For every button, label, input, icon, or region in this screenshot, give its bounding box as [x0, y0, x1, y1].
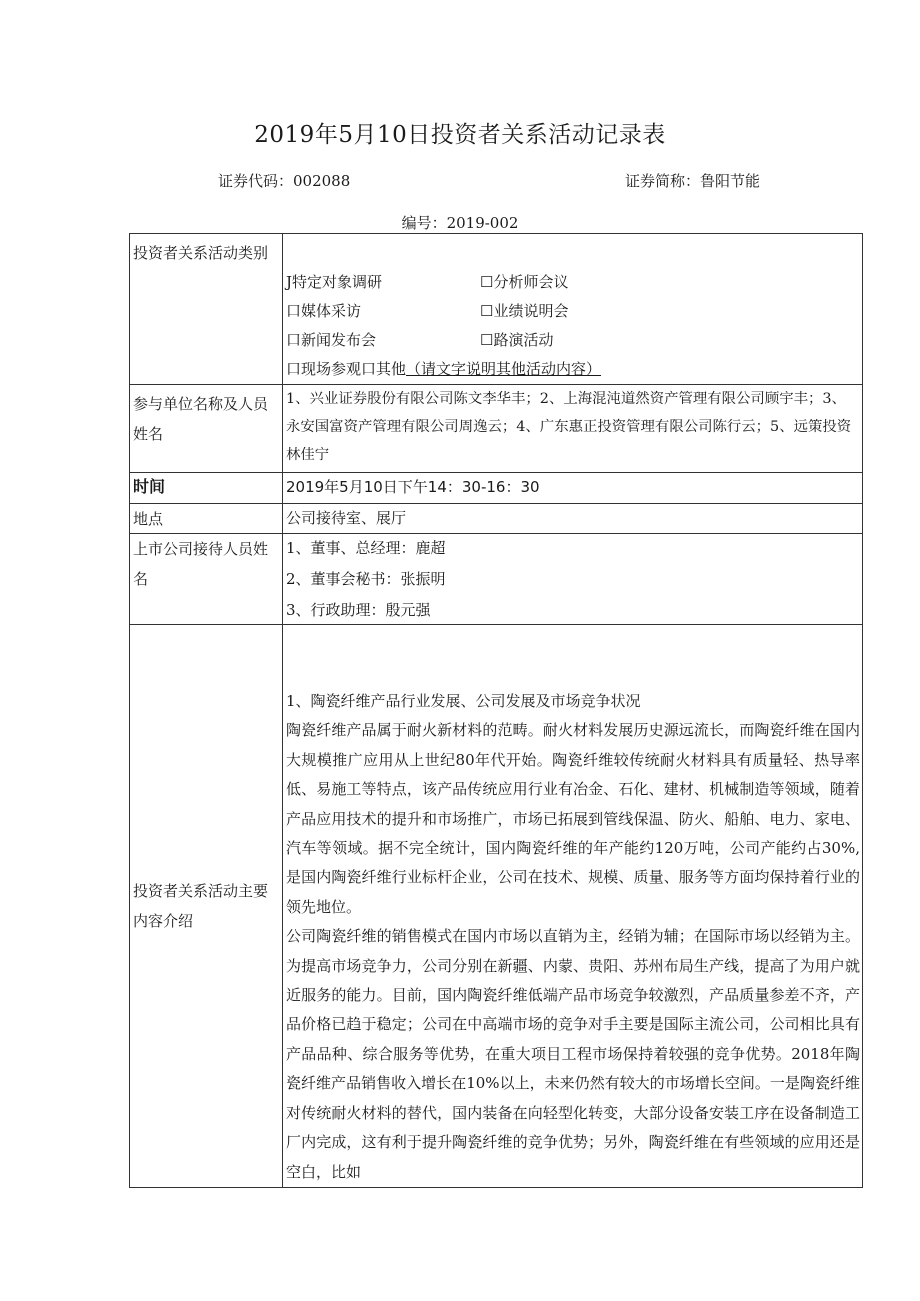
row-content — [130, 625, 863, 1188]
time-value: 2019年5月10日下午14：30-16：30 — [283, 473, 863, 504]
option-press-conference: 口新闻发布会 — [286, 331, 377, 349]
row-location — [130, 504, 863, 534]
receptionist-item: 1、董事、总经理：鹿超 — [286, 539, 446, 557]
page-title: 2019年5月10日投资者关系活动记录表 — [254, 122, 666, 148]
receptionists-value — [283, 534, 863, 625]
content-paragraph: 陶瓷纤维产品属于耐火新材料的范畴。耐火材料发展历史源远流长，而陶瓷纤维在国内大规模推广应用从上世纪80年代开始。陶瓷纤维较传统耐火材料具有质量轻、热导率低、易施工等特点，该产品传统应用行业有冶金、石化、建材、机械制造等领域，随着产品应用技术的提升和市场推广，市场已拓展到管线保温、防火、船舶、电力、家电、汽车等领域。据不完全统计，国内陶瓷纤维的年产能约120万吨，公司产能约占30%,是国内陶瓷纤维行业标杆企业，公司在技术、规模、质量、服务等方面均保持着行业的领先地位。 — [286, 721, 860, 916]
content-paragraph: 公司陶瓷纤维的销售模式在国内市场以直销为主，经销为辅；在国际市场以经销为主。为提高市场竞争力，公司分别在新疆、内蒙、贵阳、苏州布局生产线，提高了为用户就近服务的能力。目前，国内陶瓷纤维低端产品市场竞争较激烈，产品质量参差不齐，产品价格已趋于稳定；公司在中高端市场的竞争对手主要是国际主流公司，公司相比具有产品品种、综合服务等优势，在重大项目工程市场保持着较强的竞争优势。2018年陶瓷纤维产品销售收入增长在10%以上，未来仍然有较大的市场增长空间。一是陶瓷纤维对传统耐火材料的替代，国内装备在向轻型化转变，大部分设备安装工序在设备制造工厂内完成，这有利于提升陶瓷纤维的竞争优势；另外，陶瓷纤维在有些领域的应用还是空白，比如 — [286, 927, 860, 1181]
location-value: 公司接待室、展厅 — [283, 504, 863, 534]
activity-type-label: 投资者关系活动类别 — [130, 234, 283, 385]
option-other-note: （请文字说明其他活动内容） — [406, 360, 602, 378]
option-analyst-meeting: ☐分析师会议 — [480, 273, 569, 291]
activity-type-options — [283, 234, 863, 385]
record-table — [129, 233, 863, 1188]
option-media-interview: 口媒体采访 — [286, 302, 362, 320]
participants-label: 参与单位名称及人员姓名 — [130, 385, 283, 473]
content-label: 投资者关系活动主要内容介绍 — [130, 625, 283, 1188]
security-name: 证券简称：鲁阳节能 — [625, 172, 761, 190]
receptionist-item: 3、行政助理：殷元强 — [286, 601, 431, 619]
row-participants — [130, 385, 863, 473]
option-row — [286, 326, 860, 355]
option-specific-research: J特定对象调研 — [286, 273, 383, 291]
security-code: 证券代码：002088 — [218, 172, 351, 190]
location-label: 地点 — [130, 504, 283, 534]
option-earnings-briefing: ☐业绩说明会 — [480, 302, 569, 320]
option-row — [286, 297, 860, 326]
row-time — [130, 473, 863, 504]
receptionist-item: 2、董事会秘书：张振明 — [286, 570, 446, 588]
option-row — [286, 355, 860, 384]
option-roadshow: ☐路演活动 — [480, 331, 554, 349]
time-label: 时间 — [130, 473, 283, 504]
option-row — [286, 268, 860, 297]
row-activity-type — [130, 234, 863, 385]
row-receptionists — [130, 534, 863, 625]
receptionists-label: 上市公司接待人员姓名 — [130, 534, 283, 625]
participants-value: 1、兴业证券股份有限公司陈文李华丰；2、上海混沌道然资产管理有限公司顾宇丰；3、永安国富资产管理有限公司周逸云；4、广东惠正投资管理有限公司陈行云；5、远策投资林佳宁 — [283, 385, 863, 473]
serial-number: 编号：2019-002 — [401, 214, 519, 232]
content-value — [283, 625, 863, 1188]
content-heading: 1、陶瓷纤维产品行业发展、公司发展及市场竞争状况 — [286, 692, 641, 710]
option-site-visit-other: 口现场参观口其他 — [286, 360, 407, 378]
